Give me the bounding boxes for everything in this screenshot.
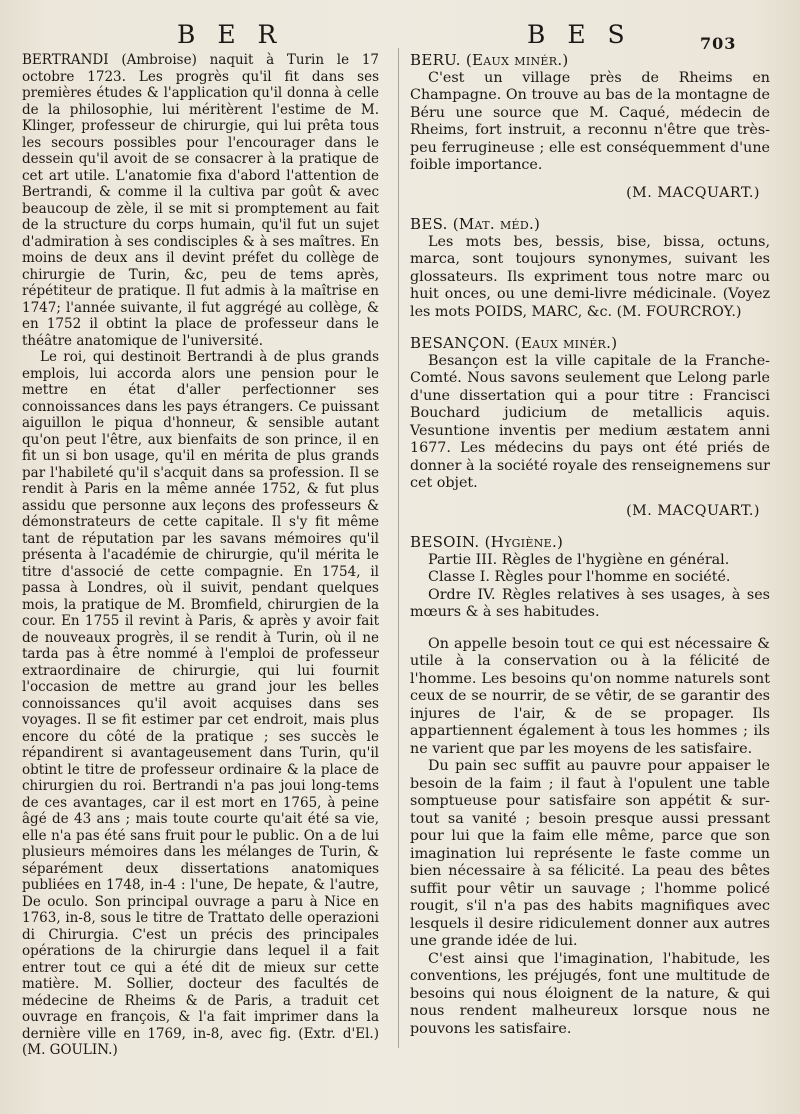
- entry-besoin: [410, 534, 770, 1038]
- running-head-right: B E S: [527, 20, 632, 49]
- signature-besancon: (M. MACQUART.): [626, 502, 760, 519]
- headword-bes: BES. (Mat. méd.): [410, 215, 541, 233]
- bertrandi-paragraph-2: Le roi, qui destinoit Bertrandi à de plus grands emplois, lui accorda alors une pension pour le mettre en état d'aller perfectionner ses connoissances dans les pays étrangers. Ce puissant aiguillon le piqua d'honneur, & sensible autant qu'on peut l'être, aux bienfaits de son prince, il en fit un si bon usage, qu'il en mérita de plus grands par l'habileté qu'il s'acquit dans sa profession. Il se rendit à Paris en la même année 1752, & fut plus assidu que personne aux leçons des professeurs & démonstrateurs de cette capitale. Il s'y fit même tant de réputation par les savans mémoires qu'il présenta à l'académie de chirurgie, qu'il mérita le titre d'associé de cette compagnie. En 1754, il passa à Londres, où il suivit, pendant quelques mois, la pratique de M. Bromfield, chirurgien de la cour. En 1755 il revint à Paris, & après y avoir fait de nouveaux progrès, il se rendit à Turin, où il ne tarda pas à être nommé à l'emploi de professeur extraordinaire de chirurgie, qui lui fournit l'occasion de mettre au grand jour les belles connoissances qu'il avoit acquises dans ses voyages. Il se fit estimer par cet endroit, mais plus encore du côté de la pratique ; ses succès le répandirent si avantageusement dans Turin, qu'il obtint le titre de professeur ordinaire & la place de chirurgien du roi. Bertrandi n'a pas joui long-tems de ces avantages, car il est mort en 1765, à peine âgé de 43 ans ; mais toute courte qu'ait été sa vie, elle n'a pas été sans fruit pour le public. On a de lui plusieurs mémoires dans les mélanges de Turin, & séparément deux dissertations anatomiques publiées en 1748, in-4 : l'une, De hepate, & l'autre, De oculo. Son principal ouvrage a paru à Nice en 1763, in-8, sous le titre de Trattato delle operazioni di Chirurgia. C'est un précis des principales opérations de la chirurgie dans lequel il a fait entrer tout ce qui a été dit de mieux sur cette matière. M. Sollier, docteur des facultés de médecine de Rheims & de Paris, a traduit cet ouvrage en françois, & l'a fait imprimer dans la dernière ville en 1769, in-8, avec fig. (Extr. d'El.) (M. GOULIN.): [22, 349, 379, 1058]
- bertrandi-paragraph-1: BERTRANDI (Ambroise) naquit à Turin le 17 octobre 1723. Les progrès qu'il fit dans ses premières études & l'application qu'il donna à celle de la philosophie, lui méritèrent l'estime de M. Klinger, professeur de chirurgie, qui lui prêta tous les secours possibles pour l'encourager dans le dessein qu'il avoit de se consacrer à la pratique de cet art utile. L'anatomie fixa d'abord l'attention de Bertrandi, & comme il la cultiva par goût & avec beaucoup de zèle, il se mit si promptement au fait de la structure du corps humain, qu'il fut un sujet d'admiration à ses condisciples & à ses maîtres. En moins de deux ans il devint préfet du collège de chirurgie de Turin, &c, peu de tems après, répétiteur de pratique. Il fut admis à la maîtrise en 1747; l'année suivante, il fut aggrégé au collège, & en 1752 il obtint la place de professeur dans le théâtre anatomique de l'université.: [22, 52, 379, 349]
- besoin-paragraph-1: On appelle besoin tout ce qui est nécessaire & utile à la conservation ou à la félicité de l'homme. Les besoins qu'on nomme naturels sont ceux de se nourrir, de se vêtir, de se garantir des injures de l'air, & de se propager. Ils appartiennent également à tous les hommes ; ils ne varient que par les moyens de les satisfaire.: [410, 635, 770, 757]
- bes-paragraph: Les mots bes, bessis, bise, bissa, octuns, marca, sont toujours synonymes, suivant les glossateurs. Ils expriment tous notre marc ou huit onces, ou une demi-livre médicinale. (Voyez les mots POIDS, MARC, &c. (M. FOURCROY.): [410, 233, 770, 320]
- headword-besancon: BESANÇON. (Eaux minér.): [410, 334, 618, 352]
- left-column: [22, 52, 379, 1059]
- besoin-subhead-ordre: Ordre IV. Règles relatives à ses usages, à ses mœurs & à ses habitudes.: [410, 586, 770, 620]
- besancon-paragraph: Besançon est la ville capitale de la Franche-Comté. Nous savons seulement que Lelong parle d'une dissertation qui a pour titre : Francisci Bouchard judicium de metallicis aquis. Vesuntione inventis per medium æstatem anni 1677. Les médecins du pays ont été priés de donner à la société royale des renseignemens sur cet objet.: [410, 352, 770, 491]
- column-divider: [398, 48, 399, 1048]
- headword-besoin: BESOIN. (Hygiène.): [410, 533, 564, 551]
- page-number: 703: [700, 34, 737, 53]
- signature-beru: (M. MACQUART.): [626, 184, 760, 201]
- right-column: [410, 52, 770, 1052]
- entry-bes: [410, 216, 770, 321]
- running-head-left: B E R: [177, 20, 284, 49]
- beru-paragraph: C'est un village près de Rheims en Champagne. On trouve au bas de la montagne de Béru une source que M. Caqué, médecin de Rheims, fort instruit, a reconnu n'être que très-peu ferrugineuse ; elle est conséquemment d'une foible importance.: [410, 69, 770, 173]
- besoin-paragraph-2: Du pain sec suffit au pauvre pour appaiser le besoin de la faim ; il faut à l'opulent une table somptueuse pour satisfaire son appétit & sur-tout sa vanité ; besoin presque aussi pressant pour lui que la faim elle même, parce que son imagination lui représente le faste comme un bien nécessaire à sa félicité. La peau des bêtes suffit pour vêtir un sauvage ; l'homme policé rougit, s'il n'a pas des habits magnifiques avec lesquels il desire ridiculement donner aux autres une grande idée de lui.: [410, 758, 770, 949]
- entry-besancon: [410, 335, 770, 520]
- headword-beru: BERU. (Eaux minér.): [410, 51, 569, 69]
- entry-beru: [410, 52, 770, 202]
- besoin-subhead-classe: Classe I. Règles pour l'homme en société.: [428, 569, 731, 585]
- spacer: [410, 622, 770, 636]
- besoin-subhead-partie: Partie III. Règles de l'hygiène en général.: [428, 551, 730, 568]
- besoin-paragraph-3: C'est ainsi que l'imagination, l'habitude, les conventions, les préjugés, font une multitude de besoins qui nous éloignent de la nature, & qui nous rendent malheureux lorsque nous ne pouvons les satisfaire.: [410, 950, 770, 1037]
